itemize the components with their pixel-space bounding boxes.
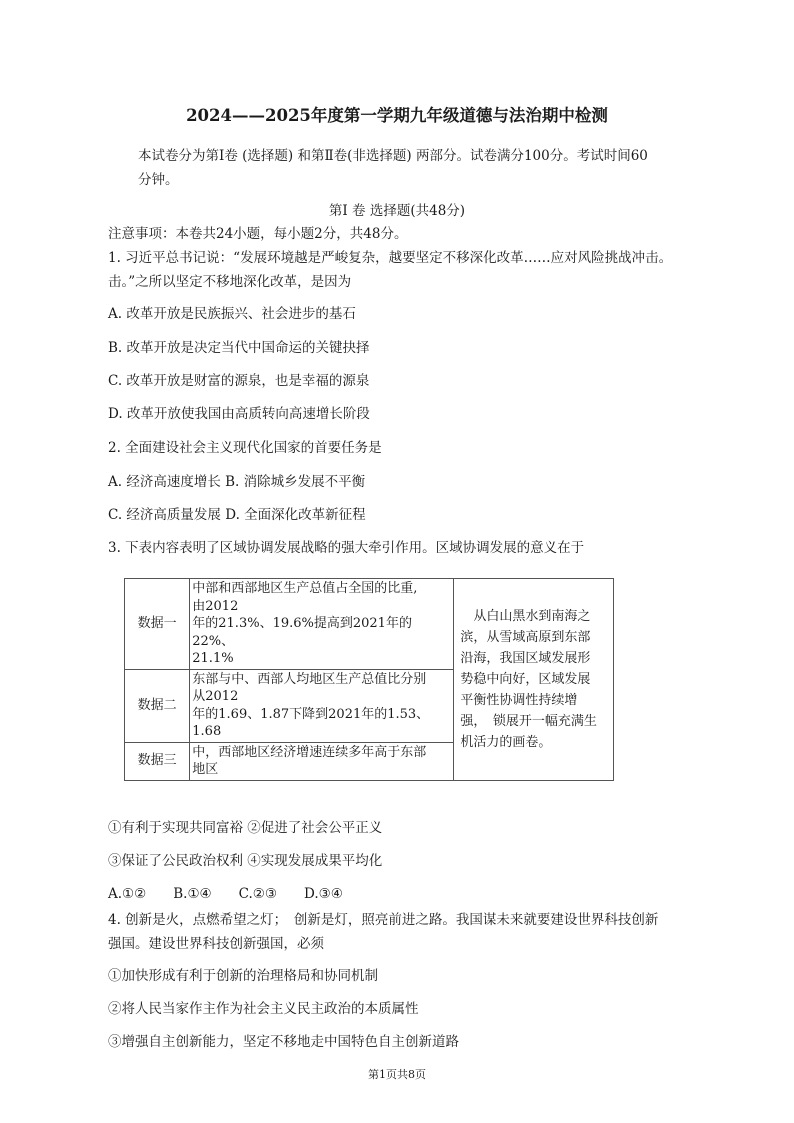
content-line: 从2012: [192, 689, 239, 704]
q4-stem-line-1: 4. 创新是火，点燃希望之灯； 创新是灯，照亮前进之路。我国谋未来就要建设世界科技创新: [108, 912, 659, 928]
content-line: 1.68: [192, 724, 222, 739]
side-line: 从白山黑水到南海之: [460, 608, 591, 624]
intro-line-2: 分钟。: [138, 172, 179, 188]
row-label: 数据三: [125, 742, 190, 780]
content-line: 中部和西部地区生产总值占全国的比重,: [192, 581, 418, 596]
page-footer: 第1页共8页: [368, 1068, 426, 1081]
side-line: 平衡性协调性持续增: [460, 692, 578, 708]
q4-stem-line-2: 强国。建设世界科技创新强国，必须: [108, 936, 324, 952]
row-content: [190, 579, 454, 670]
q2-options-line-2: C. 经济高质量发展 D. 全面深化改革新征程: [108, 507, 366, 523]
section-title: 第Ⅰ 卷 选择题(共48分): [328, 203, 466, 219]
q4-item-3: ③增强自主创新能力，坚定不移地走中国特色自主创新道路: [108, 1034, 459, 1050]
q2-stem: 2. 全面建设社会主义现代化国家的首要任务是: [108, 440, 382, 456]
q2-options-line-1: A. 经济高速度增长 B. 消除城乡发展不平衡: [108, 474, 366, 490]
table-row: [125, 579, 614, 670]
table-side-note: [454, 579, 614, 781]
notice: 注意事项：本卷共24小题，每小题2分，共48分。: [108, 226, 408, 242]
q1-option-a: A. 改革开放是民族振兴、社会进步的基石: [108, 306, 356, 322]
content-line: 东部与中、西部人均地区生产总值比分别: [192, 671, 427, 687]
side-line: 滨，从雪域高原到东部: [460, 629, 591, 645]
content-line: 年的1.69、1.87下降到2021年的1.53、: [192, 706, 430, 722]
intro-line-1: 本试卷分为第Ⅰ卷 (选择题) 和第Ⅱ卷(非选择题) 两部分。试卷满分100分。考试时间60: [138, 148, 648, 164]
q4-item-1: ①加快形成有利于创新的治理格局和协同机制: [108, 968, 378, 984]
content-line: 中，西部地区经济增速连续多年高于东部: [192, 744, 427, 760]
q4-item-2: ②将人民当家作主作为社会主义民主政治的本质属性: [108, 1001, 419, 1017]
row-label: 数据一: [125, 579, 190, 670]
q1-stem-line-2: 击。”之所以坚定不移地深化改革，是因为: [108, 274, 352, 290]
q3-stem: 3. 下表内容表明了区域协调发展战略的强大牵引作用。区域协调发展的意义在于: [108, 540, 585, 556]
q3-answer-options: A.①② B.①④ C.②③ D.③④: [108, 886, 343, 902]
q3-data-table: [124, 578, 614, 781]
q1-option-c: C. 改革开放是财富的源泉，也是幸福的源泉: [108, 373, 370, 389]
exam-title: 2024——2025年度第一学期九年级道德与法治期中检测: [186, 106, 608, 125]
row-label: 数据二: [125, 669, 190, 742]
content-line: 由2012: [192, 598, 239, 614]
content-line: 地区: [192, 762, 219, 777]
q1-stem-line-1: 1. 习近平总书记说：“发展环境越是严峻复杂，越要坚定不移深化改革……应对风险挑战冲击。: [108, 250, 673, 266]
q3-items-line-1: ①有利于实现共同富裕 ②促进了社会公平正义: [108, 820, 383, 836]
side-line: 势稳中向好，区域发展: [460, 671, 591, 687]
row-content: [190, 669, 454, 742]
content-line: 21.1%: [192, 651, 234, 666]
content-line: 年的21.3%、19.6%提高到2021年的22%、: [192, 616, 412, 649]
side-line: 强， 锁展开一幅充满生: [460, 713, 597, 729]
side-line: 沿海，我国区域发展形: [460, 650, 591, 666]
side-line: 机活力的画卷。: [460, 734, 552, 750]
row-content: [190, 742, 454, 780]
q1-option-b: B. 改革开放是决定当代中国命运的关键抉择: [108, 340, 370, 356]
q1-option-d: D. 改革开放使我国由高质转向高速增长阶段: [108, 406, 370, 422]
q3-items-line-2: ③保证了公民政治权利 ④实现发展成果平均化: [108, 853, 383, 869]
